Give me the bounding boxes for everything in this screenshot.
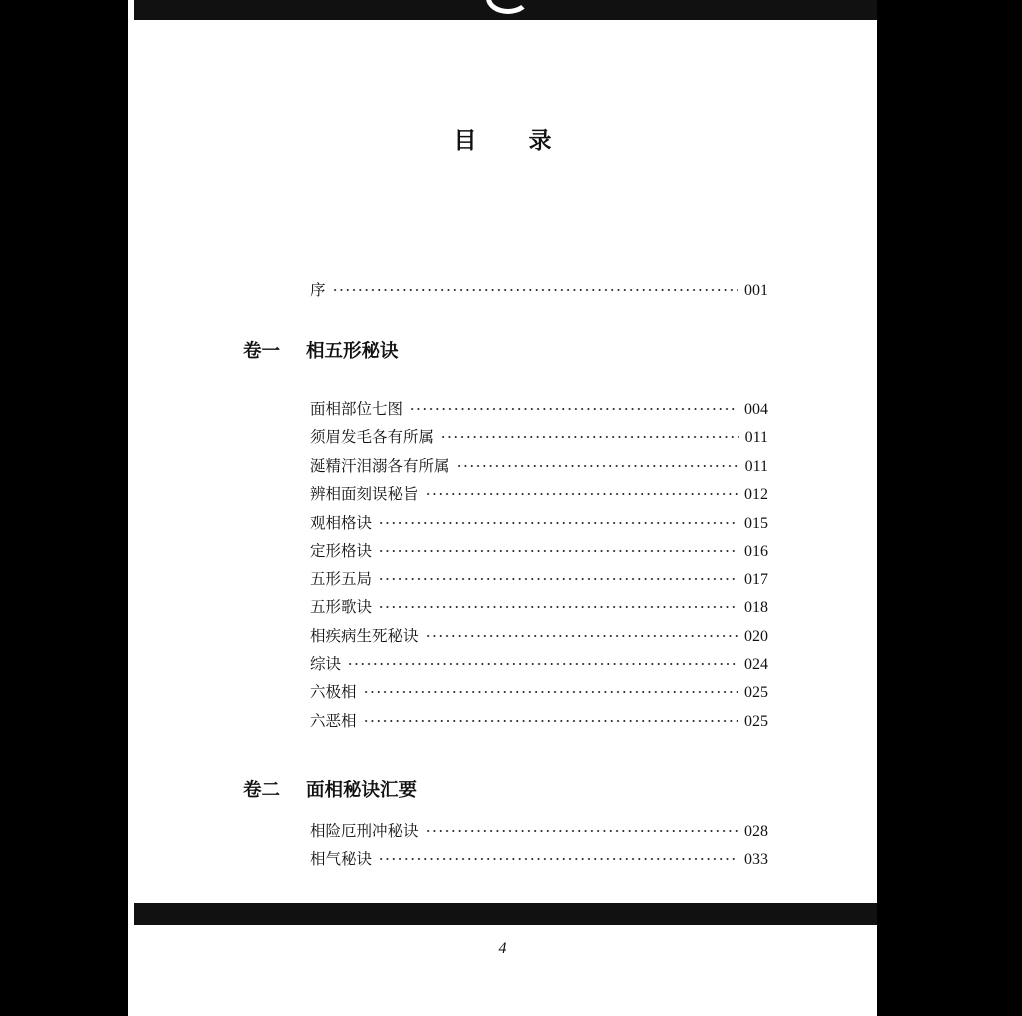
- dot-leader: [378, 564, 738, 584]
- toc-entry-label: 相气秘诀: [310, 850, 373, 868]
- dot-leader: [425, 621, 738, 641]
- toc-entry-label: 辨相面刻误秘旨: [310, 485, 419, 503]
- toc-entry-page: 018: [744, 599, 768, 616]
- dot-leader: [378, 844, 738, 864]
- chapter-title: 相五形秘诀: [306, 341, 399, 362]
- dot-leader: [332, 275, 738, 295]
- toc-entry-page: 025: [744, 684, 768, 701]
- chapter-heading-2: [243, 776, 417, 802]
- toc-entry[interactable]: [310, 536, 768, 562]
- dot-leader: [363, 706, 738, 726]
- toc-entry-page: 012: [744, 486, 768, 503]
- toc-entry-page: 017: [744, 571, 768, 588]
- toc-entry[interactable]: [310, 451, 768, 477]
- header-bar: [134, 0, 877, 20]
- dot-leader: [378, 508, 738, 528]
- toc-entry-label: 序: [310, 281, 326, 299]
- toc-entry[interactable]: [310, 422, 768, 448]
- footer-bar: [134, 903, 877, 925]
- toc-entry-label: 定形格诀: [310, 542, 373, 560]
- toc-entry-page: 011: [744, 429, 768, 446]
- toc-entry-page: 028: [744, 823, 768, 840]
- toc-entry-label: 相疾病生死秘诀: [310, 627, 419, 645]
- toc-entry-label: 综诀: [310, 655, 342, 673]
- dot-leader: [378, 536, 738, 556]
- toc-entry-label: 涎精汗泪溺各有所属: [310, 457, 450, 475]
- toc-entry-page: 033: [744, 851, 768, 868]
- toc-entry[interactable]: [310, 621, 768, 647]
- dot-leader: [378, 592, 738, 612]
- page-number: 4: [498, 940, 507, 957]
- toc-entry-label: 观相格诀: [310, 514, 373, 532]
- toc-entry-label: 五形五局: [310, 570, 373, 588]
- chapter-number: 卷一: [243, 341, 281, 362]
- toc-entry[interactable]: [310, 564, 768, 590]
- toc-entry-page: 004: [744, 401, 768, 418]
- page-title: 目 录: [453, 128, 574, 154]
- toc-entry[interactable]: [310, 844, 768, 870]
- chapter-number: 卷二: [243, 780, 281, 801]
- toc-entry[interactable]: [310, 677, 768, 703]
- dot-leader: [409, 394, 738, 414]
- toc-entry-page: 001: [744, 282, 768, 299]
- toc-entry-label: 六恶相: [310, 712, 357, 730]
- header-ornament: [486, 0, 530, 14]
- toc-entry[interactable]: [310, 508, 768, 534]
- dot-leader: [456, 451, 739, 471]
- toc-entry[interactable]: [310, 592, 768, 618]
- toc-entry[interactable]: [310, 394, 768, 420]
- toc-entry-page: 025: [744, 713, 768, 730]
- dot-leader: [363, 677, 738, 697]
- chapter-heading-1: [243, 337, 399, 363]
- toc-entry-label: 六极相: [310, 683, 357, 701]
- toc-entry[interactable]: [310, 706, 768, 732]
- dot-leader: [440, 422, 739, 442]
- toc-entry-label: 相险厄刑冲秘诀: [310, 822, 419, 840]
- dot-leader: [425, 816, 738, 836]
- toc-entry-label: 面相部位七图: [310, 400, 404, 418]
- toc-entry[interactable]: [310, 649, 768, 675]
- toc-entry-page: 024: [744, 656, 768, 673]
- toc-entry[interactable]: [310, 816, 768, 842]
- dot-leader: [425, 479, 738, 499]
- toc-entry-page: 020: [744, 628, 768, 645]
- toc-entry-label: 五形歌诀: [310, 598, 373, 616]
- toc-entry-page: 015: [744, 515, 768, 532]
- chapter-title: 面相秘诀汇要: [306, 780, 418, 801]
- dot-leader: [347, 649, 738, 669]
- toc-entry-label: 须眉发毛各有所属: [310, 428, 435, 446]
- toc-entry[interactable]: [310, 479, 768, 505]
- toc-entry-preface[interactable]: [310, 275, 768, 301]
- toc-entry-page: 016: [744, 543, 768, 560]
- toc-entry-page: 011: [744, 458, 768, 475]
- book-page: [128, 0, 877, 1016]
